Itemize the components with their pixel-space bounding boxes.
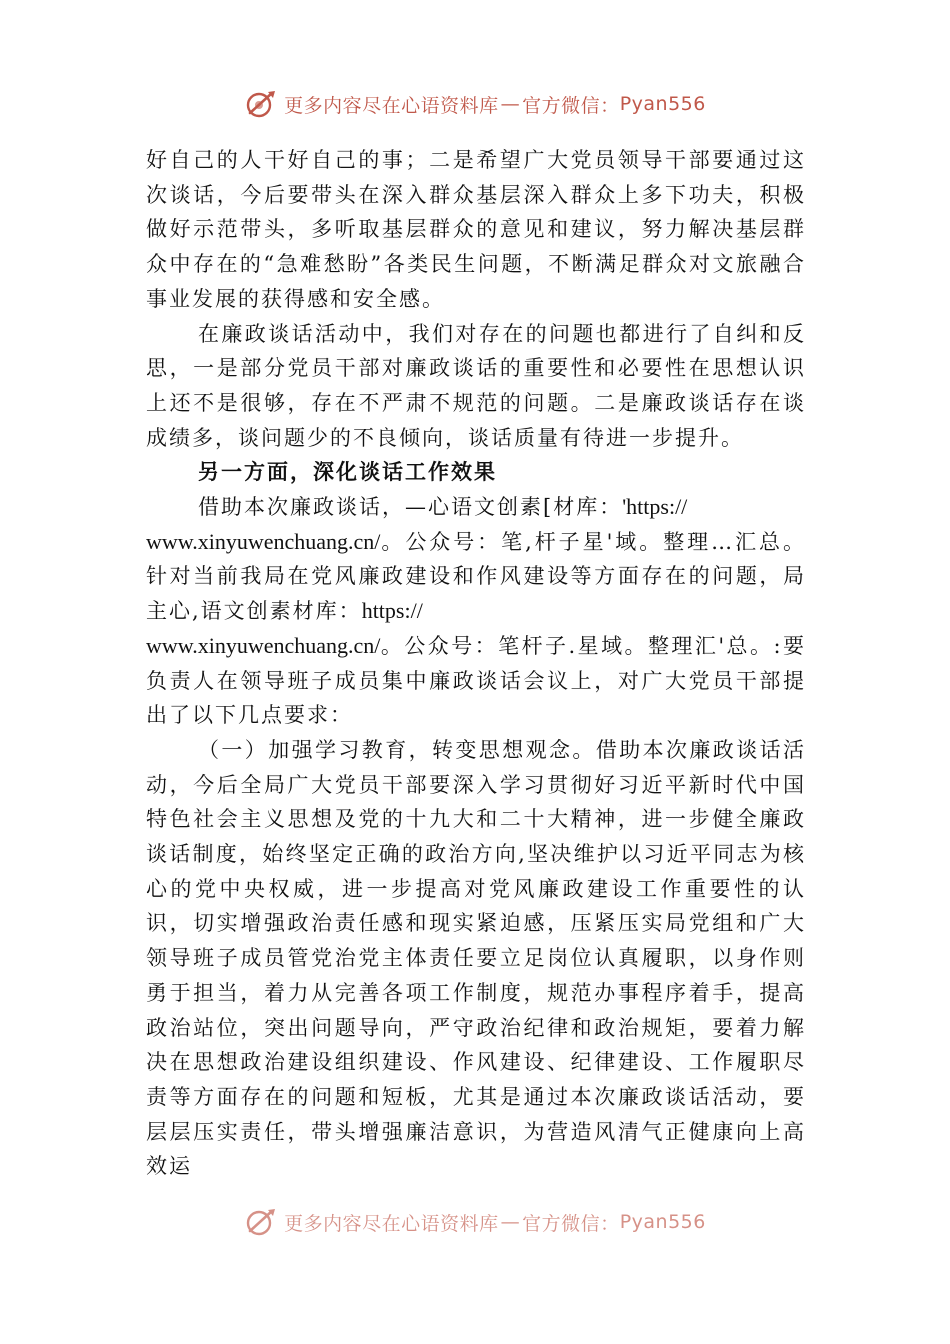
watermark-wechat-id: Pyan556 bbox=[619, 93, 706, 115]
watermark-separator: — bbox=[500, 93, 521, 115]
watermark-text: 更多内容尽在心语资料库 bbox=[284, 94, 499, 117]
watermark-separator: — bbox=[500, 1211, 521, 1233]
watermark-wechat-label: 官方微信： bbox=[522, 94, 620, 117]
paragraph-3 bbox=[146, 490, 806, 733]
paragraph-3-text-a: 借助本次廉政谈话，—心语文创素[材库： bbox=[198, 495, 623, 520]
watermark-text: 更多内容尽在心语资料库 bbox=[284, 1212, 499, 1235]
logo-icon bbox=[244, 89, 278, 119]
watermark-wechat-id: Pyan556 bbox=[619, 1211, 706, 1233]
paragraph-3-url-1b: www.xinyuwenchuang.cn/ bbox=[146, 528, 381, 554]
section-heading: 另一方面，深化谈话工作效果 bbox=[198, 460, 497, 485]
paragraph-3-url-2a: https:// bbox=[361, 598, 423, 624]
paragraph-1: 好自己的人干好自己的事；二是希望广大党员领导干部要通过这次谈话，今后要带头在深入群众基层深入群众上多下功夫，积极做好示范带头，多听取基层群众的意见和建议，努力解决基层群众中存在的“急难愁盼”各类民生问题，不断满足群众对文旅融合事业发展的获得感和安全感。 bbox=[146, 148, 806, 311]
paragraph-4-lead: （一）加强学习教育，转变思想观念。 bbox=[198, 737, 596, 762]
paragraph-2: 在廉政谈话活动中，我们对存在的问题也都进行了自纠和反思，一是部分党员干部对廉政谈话的重要性和必要性在思想认识上还不是很够，存在不严肃不规范的问题。二是廉政谈话存在谈成绩多，谈问题少的不良倾向，谈话质量有待进一步提升。 bbox=[146, 321, 806, 450]
logo-icon bbox=[244, 1207, 278, 1237]
paragraph-4 bbox=[146, 733, 806, 1184]
paragraph-3-url-2b: www.xinyuwenchuang.cn/ bbox=[146, 632, 381, 658]
paragraph-3-text-b: 。公众号：笔,杆子星'域。整理…汇总。针对当前我局在党风廉政建设和作风建设等方面存在的问题，局主心,语文创素材库： bbox=[146, 529, 806, 624]
watermark-banner-top bbox=[0, 84, 950, 124]
paragraph-3-url-1a: 'https:// bbox=[622, 494, 688, 520]
paragraph-4-body: 借助本次廉政谈话活动，今后全局广大党员干部要深入学习贯彻好习近平新时代中国特色社会主义思想及党的十九大和二十大精神，进一步健全廉政谈话制度，始终坚定正确的政治方向,坚决维护以习近平同志为核心的党中央权威，进一步提高对党风廉政建设工作重要性的认识，切实增强政治责任感和现实紧迫感，压紧压实局党组和广大领导班子成员管党治党主体责任要立足岗位认真履职，以身作则勇于担当，着力从完善各项工作制度，规范办事程序着手，提高政治站位，突出问题导向，严守政治纪律和政治规矩，要着力解决在思想政治建设组织建设、作风建设、纪律建设、工作履职尽责等方面存在的问题和短板，尤其是通过本次廉政谈话活动，要层层压实责任，带头增强廉洁意识，为营造风清气正健康向上高效运 bbox=[146, 737, 807, 1179]
watermark-wechat-label: 官方微信： bbox=[522, 1212, 620, 1235]
paragraph-3-text-c: 。公众号：笔杆子.星域。整理汇'总。:要负责人在领导班子成员集中廉政谈话会议上，对广大党员干部提出了以下几点要求： bbox=[146, 633, 806, 728]
document-body bbox=[146, 143, 806, 1184]
watermark-banner-bottom bbox=[0, 1202, 950, 1242]
